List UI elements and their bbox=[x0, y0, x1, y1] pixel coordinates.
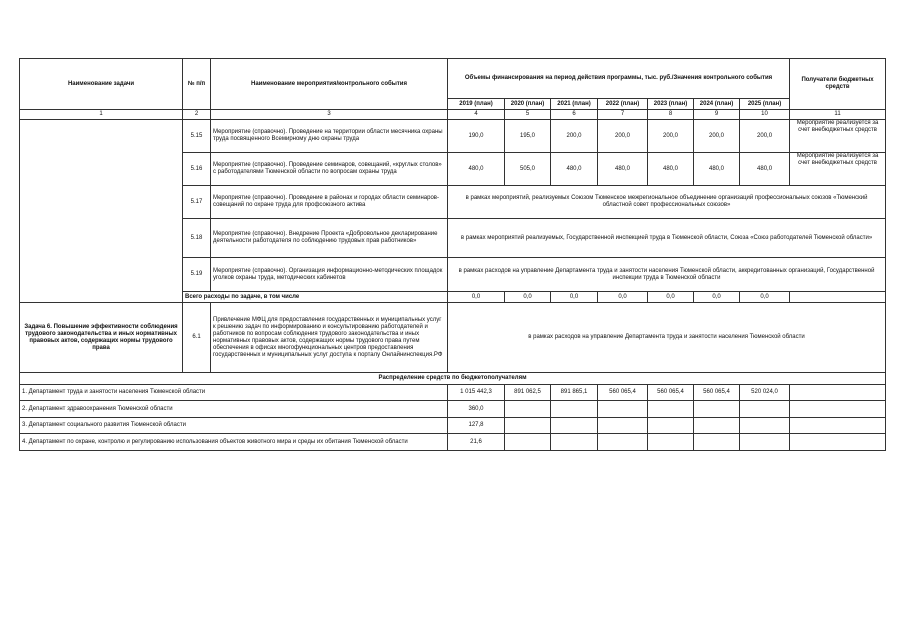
event-description: Мероприятие (справочно). Проведение семинаров, совещаний, «круглых столов» с работодателями Тюменской области по вопросам охраны труда bbox=[211, 153, 448, 186]
distribution-value bbox=[694, 418, 740, 434]
distribution-value bbox=[598, 401, 648, 418]
program-financing-table bbox=[19, 58, 886, 451]
header-year: 2024 (план) bbox=[694, 99, 740, 110]
merged-financing-note: в рамках мероприятий реализуемых, Государственной инспекцией труда в Тюменской области, Союза «Союз работодателей Тюменской области» bbox=[448, 219, 886, 258]
distribution-title: Распределение средств по бюджетополучателям bbox=[20, 373, 886, 385]
distribution-row bbox=[20, 418, 886, 434]
distribution-value bbox=[551, 418, 598, 434]
row-number: 5.17 bbox=[183, 186, 211, 219]
distribution-value: 21,6 bbox=[448, 434, 505, 451]
total-value: 0,0 bbox=[505, 292, 551, 303]
distribution-value: 1 015 442,3 bbox=[448, 385, 505, 401]
total-value: 0,0 bbox=[694, 292, 740, 303]
event-description: Мероприятие (справочно). Проведение в районах и городах области семинаров-совещаний по охране труда для профсоюзного актива bbox=[211, 186, 448, 219]
distribution-value: 891 062,5 bbox=[505, 385, 551, 401]
distribution-value bbox=[551, 434, 598, 451]
header-year: 2020 (план) bbox=[505, 99, 551, 110]
value-cell: 200,0 bbox=[694, 120, 740, 153]
empty-cell bbox=[790, 401, 886, 418]
distribution-value bbox=[740, 434, 790, 451]
row-number: 6.1 bbox=[183, 303, 211, 373]
distribution-value bbox=[740, 401, 790, 418]
recipient-name: 4. Департамент по охране, контролю и регулированию использования объектов животного мира и среды их обитания Тюменской области bbox=[20, 434, 448, 451]
column-number: 10 bbox=[740, 110, 790, 120]
distribution-value: 520 024,0 bbox=[740, 385, 790, 401]
header-row bbox=[20, 59, 886, 99]
value-cell: 480,0 bbox=[648, 153, 694, 186]
distribution-value: 560 065,4 bbox=[648, 385, 694, 401]
merged-financing-note: в рамках мероприятий, реализуемых Союзом Тюменское межрегиональное объединение организаций профессиональных союзов «Тюменский областной совет профессиональных союзов» bbox=[448, 186, 886, 219]
distribution-value bbox=[694, 401, 740, 418]
distribution-value: 560 065,4 bbox=[694, 385, 740, 401]
value-cell: 480,0 bbox=[694, 153, 740, 186]
total-value: 0,0 bbox=[448, 292, 505, 303]
header-year: 2023 (план) bbox=[648, 99, 694, 110]
column-number: 6 bbox=[551, 110, 598, 120]
distribution-value bbox=[740, 418, 790, 434]
header-year: 2021 (план) bbox=[551, 99, 598, 110]
column-number: 7 bbox=[598, 110, 648, 120]
distribution-row bbox=[20, 401, 886, 418]
distribution-value bbox=[505, 418, 551, 434]
value-cell: 195,0 bbox=[505, 120, 551, 153]
row-number: 5.19 bbox=[183, 258, 211, 292]
program-financing-table-sheet bbox=[19, 58, 885, 451]
header-year: 2022 (план) bbox=[598, 99, 648, 110]
column-number: 2 bbox=[183, 110, 211, 120]
column-number: 8 bbox=[648, 110, 694, 120]
column-numbers-row bbox=[20, 110, 886, 120]
recipient-name: 3. Департамент социального развития Тюменской области bbox=[20, 418, 448, 434]
value-cell: 480,0 bbox=[598, 153, 648, 186]
value-cell: 200,0 bbox=[740, 120, 790, 153]
recipient-cell: Мероприятие реализуется за счет внебюджетных средств bbox=[790, 120, 886, 153]
empty-cell bbox=[790, 292, 886, 303]
header-year: 2019 (план) bbox=[448, 99, 505, 110]
distribution-value bbox=[551, 401, 598, 418]
total-value: 0,0 bbox=[648, 292, 694, 303]
row-number: 5.16 bbox=[183, 153, 211, 186]
empty-cell bbox=[790, 385, 886, 401]
event-description: Мероприятие (справочно). Внедрение Проекта «Добровольное декларирование деятельности работодателя по соблюдению трудовых прав работников» bbox=[211, 219, 448, 258]
value-cell: 200,0 bbox=[551, 120, 598, 153]
column-number: 1 bbox=[20, 110, 183, 120]
header-event-name: Наименование мероприятия/контрольного события bbox=[211, 59, 448, 110]
total-label: Всего расходы по задаче, в том числе bbox=[183, 292, 448, 303]
header-number: № п/п bbox=[183, 59, 211, 110]
table-row bbox=[20, 120, 886, 153]
event-description: Привлечение МФЦ для предоставления государственных и муниципальных услуг к решению задач по информированию и консультированию работодателей и работников по вопросам соблюдения трудового законодательства и иных нормативных правовых актов, содержащих нормы трудового права путем обеспечения в офисах многофункциональных центров предоставления государственных и муниципальных услуг доступа к порталу Онлайнинспекция.РФ bbox=[211, 303, 448, 373]
total-value: 0,0 bbox=[740, 292, 790, 303]
column-number: 11 bbox=[790, 110, 886, 120]
total-value: 0,0 bbox=[598, 292, 648, 303]
distribution-row bbox=[20, 434, 886, 451]
recipient-cell: Мероприятие реализуется за счет внебюджетных средств bbox=[790, 153, 886, 186]
distribution-value bbox=[648, 418, 694, 434]
value-cell: 480,0 bbox=[448, 153, 505, 186]
distribution-value bbox=[648, 401, 694, 418]
merged-financing-note: в рамках расходов на управление Департамента труда и занятости населения Тюменской области bbox=[448, 303, 886, 373]
distribution-header-row bbox=[20, 373, 886, 385]
distribution-row bbox=[20, 385, 886, 401]
column-number: 3 bbox=[211, 110, 448, 120]
header-recipients: Получатели бюджетных средств bbox=[790, 59, 886, 110]
distribution-value bbox=[505, 434, 551, 451]
row-number: 5.18 bbox=[183, 219, 211, 258]
event-description: Мероприятие (справочно). Организация информационно-методических площадок уголков охраны труда, методических кабинетов bbox=[211, 258, 448, 292]
value-cell: 200,0 bbox=[598, 120, 648, 153]
empty-cell bbox=[790, 418, 886, 434]
table-row bbox=[20, 303, 886, 373]
recipient-name: 1. Департамент труда и занятости населения Тюменской области bbox=[20, 385, 448, 401]
distribution-value: 127,8 bbox=[448, 418, 505, 434]
value-cell: 200,0 bbox=[648, 120, 694, 153]
distribution-value bbox=[694, 434, 740, 451]
empty-cell bbox=[790, 434, 886, 451]
header-task-name: Наименование задачи bbox=[20, 59, 183, 110]
value-cell: 480,0 bbox=[740, 153, 790, 186]
header-financing: Объемы финансирования на период действия программы, тыс. руб./Значения контрольного события bbox=[448, 59, 790, 99]
distribution-value bbox=[598, 418, 648, 434]
value-cell: 480,0 bbox=[551, 153, 598, 186]
row-number: 5.15 bbox=[183, 120, 211, 153]
distribution-value bbox=[598, 434, 648, 451]
task-title: Задача 6. Повышение эффективности соблюдения трудового законодательства и иных нормативных правовых актов, содержащих нормы трудового права bbox=[20, 303, 183, 373]
distribution-value: 360,0 bbox=[448, 401, 505, 418]
event-description: Мероприятие (справочно). Проведение на территории области месячника охраны труда посвященного Всемирному дню охраны труда bbox=[211, 120, 448, 153]
distribution-value: 560 065,4 bbox=[598, 385, 648, 401]
header-year: 2025 (план) bbox=[740, 99, 790, 110]
column-number: 4 bbox=[448, 110, 505, 120]
merged-financing-note: в рамках расходов на управление Департамента труда и занятости населения Тюменской области, аккредитованных организаций, Государственной инспекции труда в Тюменской области bbox=[448, 258, 886, 292]
column-number: 9 bbox=[694, 110, 740, 120]
total-value: 0,0 bbox=[551, 292, 598, 303]
distribution-value bbox=[648, 434, 694, 451]
value-cell: 505,0 bbox=[505, 153, 551, 186]
recipient-name: 2. Департамент здравоохранения Тюменской области bbox=[20, 401, 448, 418]
distribution-value: 891 865,1 bbox=[551, 385, 598, 401]
value-cell: 190,0 bbox=[448, 120, 505, 153]
distribution-value bbox=[505, 401, 551, 418]
task-cell-empty bbox=[20, 120, 183, 303]
column-number: 5 bbox=[505, 110, 551, 120]
